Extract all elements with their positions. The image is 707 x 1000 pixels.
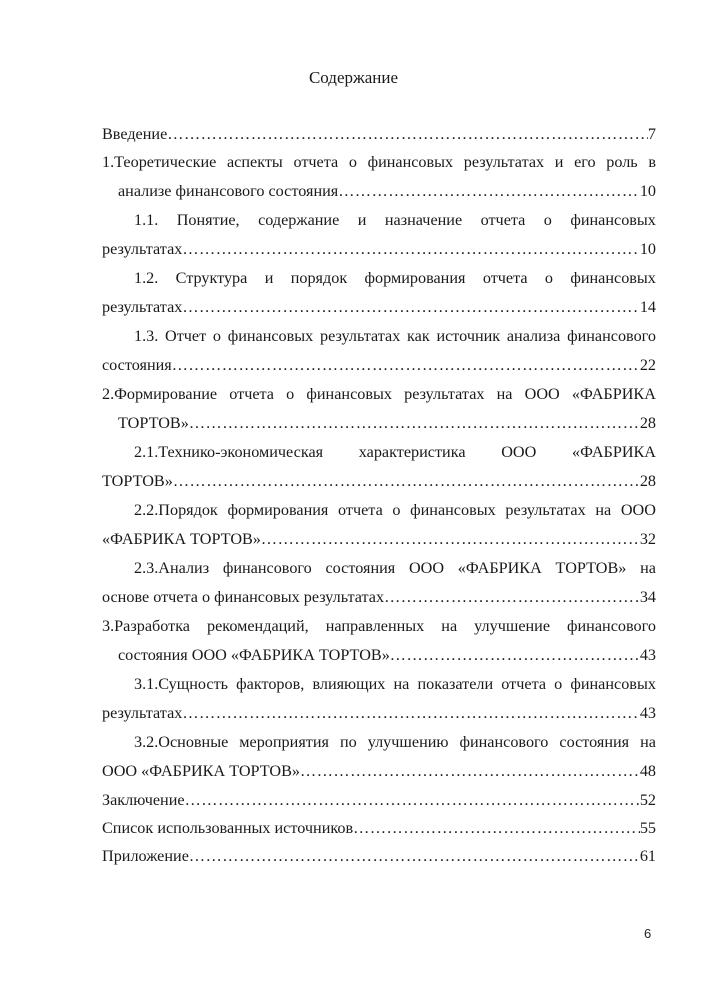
toc-page-number: 48	[639, 762, 656, 780]
leader-dots	[261, 529, 640, 549]
toc-entry-references[interactable]: Список использованных источников …………………………………………………………………………………………………………………………………………………………………………… 55	[102, 818, 656, 838]
toc-entry-text: 2.Формирование отчета о финансовых результатах на ООО «ФАБРИКА	[102, 385, 656, 403]
toc-page-number: 10	[639, 182, 656, 200]
leader-dots	[189, 846, 640, 866]
toc-page-number: 55	[639, 819, 656, 837]
leader-dots	[182, 239, 639, 259]
leader-dots	[167, 124, 648, 144]
page-number: 6	[644, 926, 652, 941]
leader-dots	[172, 355, 640, 375]
toc-page-number: 52	[639, 791, 656, 809]
toc-entry-text: 1.1. Понятие, содержание и назначение отчета о финансовых	[134, 211, 656, 229]
leader-dots	[189, 413, 640, 433]
toc-entry-text: 3.2.Основные мероприятия по улучшению финансового состояния на	[134, 733, 656, 751]
toc-page-number: 28	[639, 414, 656, 432]
leader-dots	[353, 818, 640, 838]
toc-entry-introduction[interactable]: Введение …………………………………………………………………………………………………………………………………………………………………………… 7	[102, 124, 656, 144]
leader-dots	[173, 471, 640, 491]
toc-page-number: 43	[639, 704, 656, 722]
leader-dots	[384, 587, 640, 607]
page-title: Содержание	[308, 68, 399, 87]
toc-entry-conclusion[interactable]: Заключение …………………………………………………………………………………………………………………………………………………………………………… 52	[102, 790, 656, 810]
toc-entry-text: 1.Теоретические аспекты отчета о финансовых результатах и его роль в	[102, 153, 656, 171]
toc-page-number: 61	[639, 847, 656, 865]
toc-page-number: 43	[639, 646, 656, 664]
toc-page-number: 32	[639, 530, 656, 548]
leader-dots	[185, 790, 640, 810]
toc-entry-text: 3.1.Сущность факторов, влияющих на показатели отчета о финансовых	[134, 675, 656, 693]
toc-page-number: 22	[639, 356, 656, 374]
toc-page-number: 28	[639, 472, 656, 490]
toc-entry-text: 2.1.Технико-экономическая характеристика ООО «ФАБРИКА	[134, 443, 656, 461]
toc-entry-appendix[interactable]: Приложение …………………………………………………………………………………………………………………………………………………………………………… 61	[102, 846, 656, 866]
toc-page-number: 14	[639, 298, 656, 316]
leader-dots	[390, 645, 640, 665]
leader-dots	[182, 703, 639, 723]
toc-entry-text: 3.Разработка рекомендаций, направленных на улучшение финансового	[102, 617, 656, 635]
toc-page-number: 7	[647, 125, 656, 143]
toc-entry-text: 1.2. Структура и порядок формирования отчета о финансовых	[134, 269, 656, 287]
toc-entry-text: 2.3.Анализ финансового состояния ООО «ФАБРИКА ТОРТОВ» на	[134, 559, 656, 577]
leader-dots	[338, 181, 640, 201]
leader-dots	[182, 297, 639, 317]
toc-entry-text: 2.2.Порядок формирования отчета о финансовых результатах на ООО	[134, 501, 656, 519]
toc-page-number: 10	[639, 240, 656, 258]
toc-entry-text: 1.3. Отчет о финансовых результатах как источник анализа финансового	[134, 327, 656, 345]
leader-dots	[300, 761, 640, 781]
toc-page-number: 34	[639, 588, 656, 606]
